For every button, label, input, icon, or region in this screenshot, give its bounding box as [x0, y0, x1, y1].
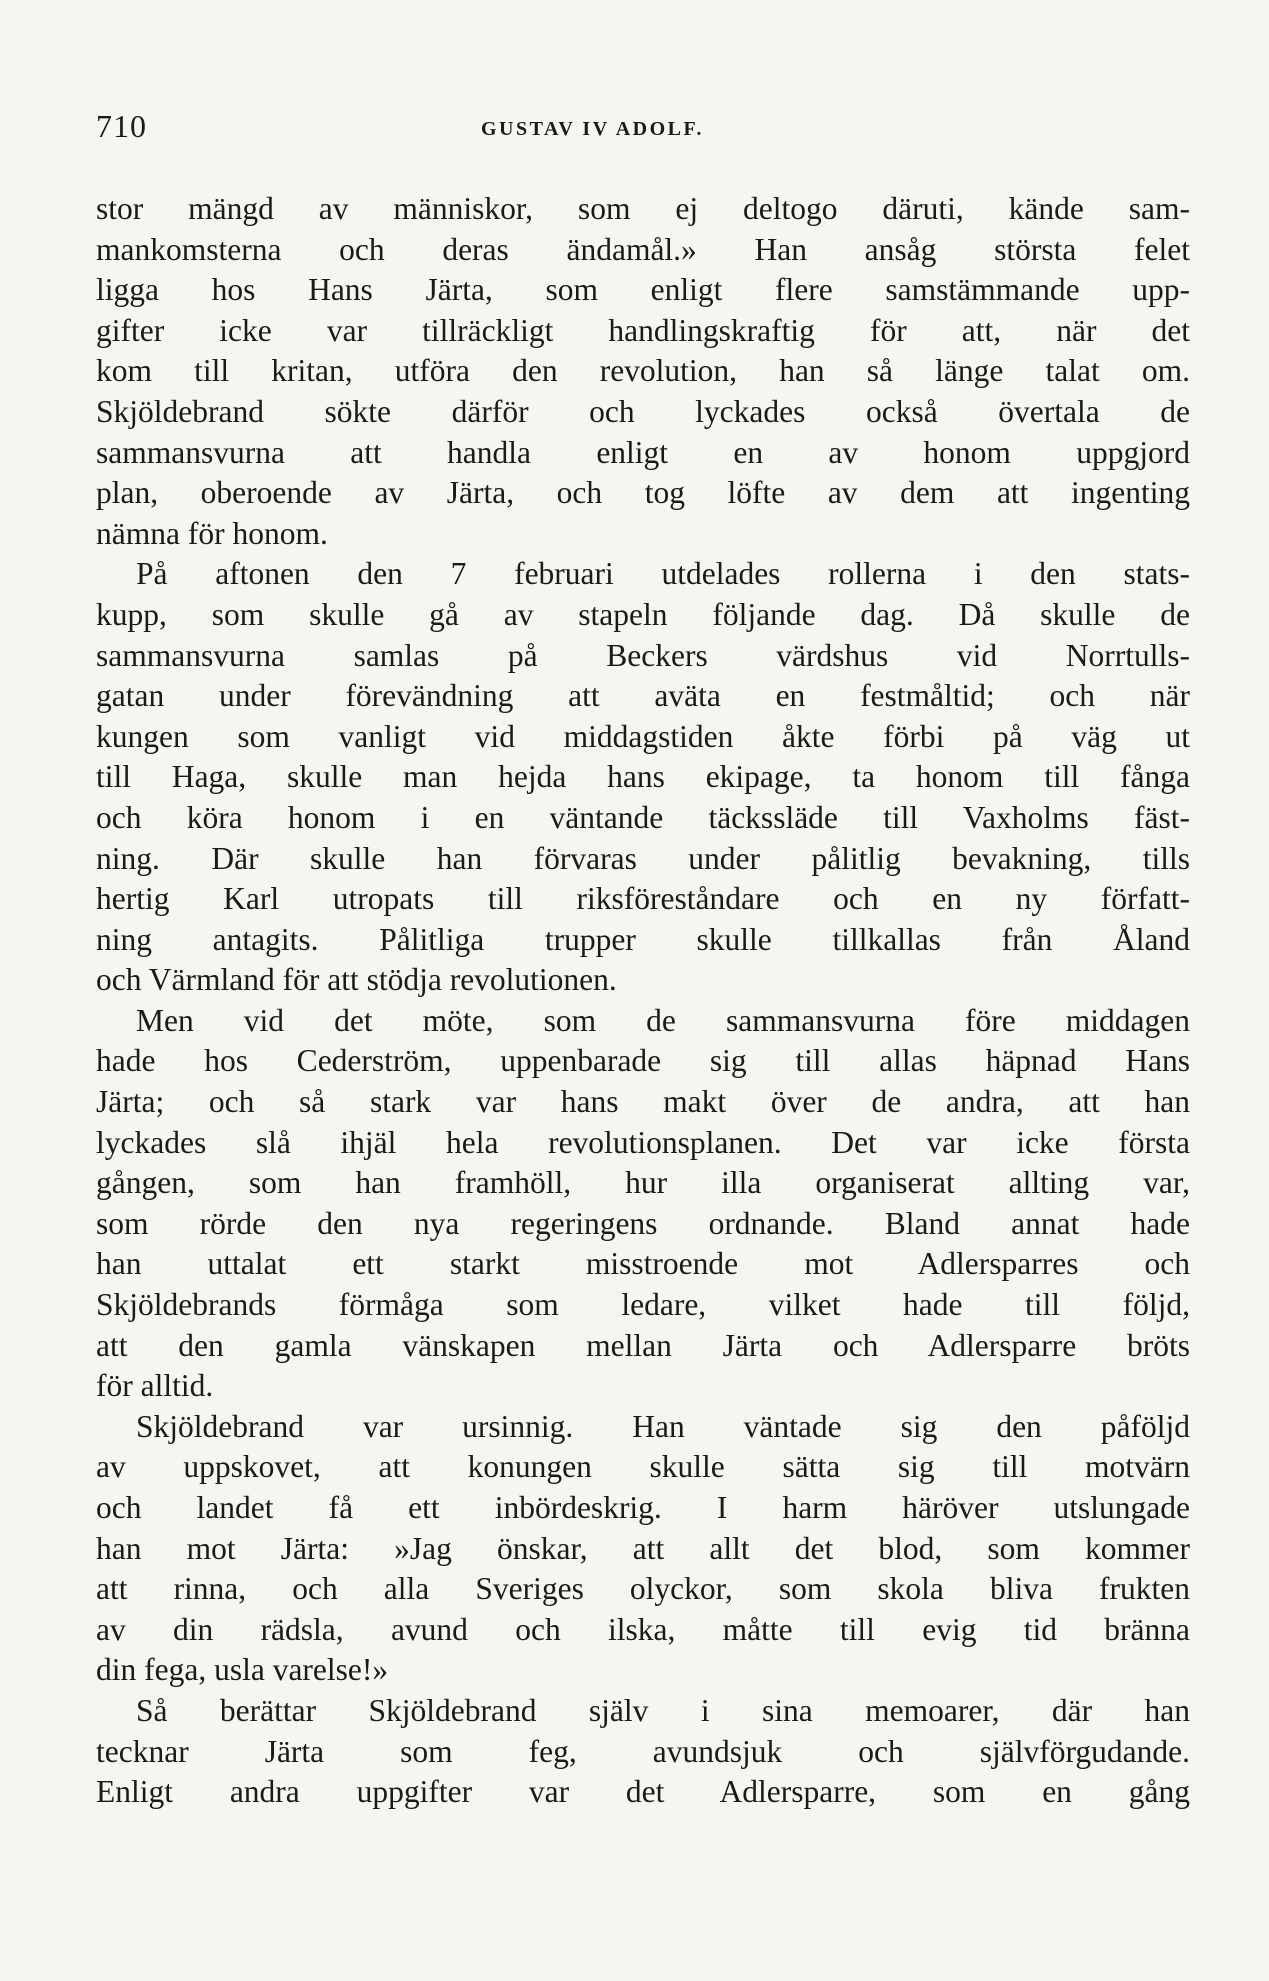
- text-line: och Värmland för att stödja revolutionen.: [96, 962, 617, 998]
- page-header: [96, 108, 1196, 148]
- text-line: gången, som han framhöll, hur illa organiserat allting var,: [96, 1165, 1190, 1201]
- text-line: kungen som vanligt vid middagstiden åkte förbi på väg ut: [96, 718, 1190, 754]
- text-line: kom till kritan, utföra den revolution, han så länge talat om.: [96, 353, 1190, 389]
- text-line: Enligt andra uppgifter var det Adlersparre, som en gång: [96, 1774, 1190, 1810]
- text-line: mankomsterna och deras ändamål.» Han ansåg största felet: [96, 231, 1190, 267]
- text-line: kupp, som skulle gå av stapeln följande dag. Då skulle de: [96, 596, 1190, 632]
- text-line: lyckades slå ihjäl hela revolutionsplanen. Det var icke första: [96, 1124, 1190, 1160]
- text-line: tecknar Järta som feg, avundsjuk och självförgudande.: [96, 1733, 1190, 1769]
- text-line: hade hos Cederström, uppenbarade sig till allas häpnad Hans: [96, 1043, 1190, 1079]
- text-line: han uttalat ett starkt misstroende mot Adlersparres och: [96, 1246, 1190, 1282]
- text-line: till Haga, skulle man hejda hans ekipage, ta honom till fånga: [96, 759, 1190, 795]
- text-line: av din rädsla, avund och ilska, måtte till evig tid bränna: [96, 1611, 1190, 1647]
- text-line: gifter icke var tillräckligt handlingskraftig för att, när det: [96, 312, 1190, 348]
- text-line: sammansvurna att handla enligt en av honom uppgjord: [96, 434, 1190, 470]
- running-head: GUSTAV IV ADOLF.: [481, 118, 704, 140]
- text-line: Skjöldebrand sökte därför och lyckades också övertala de: [96, 393, 1190, 429]
- text-line: Skjöldebrand var ursinnig. Han väntade sig den påföljd: [136, 1408, 1190, 1444]
- text-line: och köra honom i en väntande täckssläde till Vaxholms fäst-: [96, 799, 1190, 835]
- text-line: Järta; och så stark var hans makt över de andra, att han: [96, 1084, 1190, 1120]
- text-line: och landet få ett inbördeskrig. I harm häröver utslungade: [96, 1490, 1190, 1525]
- text-line: att rinna, och alla Sveriges olyckor, som skola bliva frukten: [96, 1571, 1190, 1607]
- text-line: nämna för honom.: [96, 515, 328, 551]
- text-line: att den gamla vänskapen mellan Järta och Adlersparre bröts: [96, 1327, 1190, 1363]
- text-line: gatan under förevändning att aväta en festmåltid; och när: [96, 678, 1190, 714]
- text-line: för alltid.: [96, 1368, 214, 1404]
- page-number: 710: [96, 108, 147, 144]
- text-line: plan, oberoende av Järta, och tog löfte av dem att ingenting: [96, 475, 1190, 511]
- text-line: Så berättar Skjöldebrand själv i sina memoarer, där han: [136, 1692, 1190, 1728]
- text-line: Skjöldebrands förmåga som ledare, vilket hade till följd,: [96, 1287, 1190, 1323]
- text-line: Men vid det möte, som de sammansvurna före middagen: [136, 1002, 1190, 1038]
- text-line: stor mängd av människor, som ej deltogo däruti, kände sam-: [96, 191, 1190, 226]
- text-line: din fega, usla varelse!»: [96, 1652, 389, 1688]
- body-text: [96, 189, 1190, 1813]
- text-line: hertig Karl utropats till riksföreståndare och en ny författ-: [96, 881, 1190, 917]
- text-line: ning. Där skulle han förvaras under pålitlig bevakning, tills: [96, 840, 1190, 876]
- text-line: sammansvurna samlas på Beckers värdshus vid Norrtulls-: [96, 637, 1190, 673]
- text-line: ning antagits. Pålitliga trupper skulle tillkallas från Åland: [96, 921, 1190, 957]
- text-line: På aftonen den 7 februari utdelades rollerna i den stats-: [136, 556, 1190, 592]
- text-line: ligga hos Hans Järta, som enligt flere samstämmande upp-: [96, 272, 1190, 308]
- text-line: av uppskovet, att konungen skulle sätta sig till motvärn: [96, 1449, 1190, 1485]
- text-line: som rörde den nya regeringens ordnande. Bland annat hade: [96, 1205, 1190, 1241]
- text-line: han mot Järta: »Jag önskar, att allt det blod, som kommer: [96, 1530, 1190, 1566]
